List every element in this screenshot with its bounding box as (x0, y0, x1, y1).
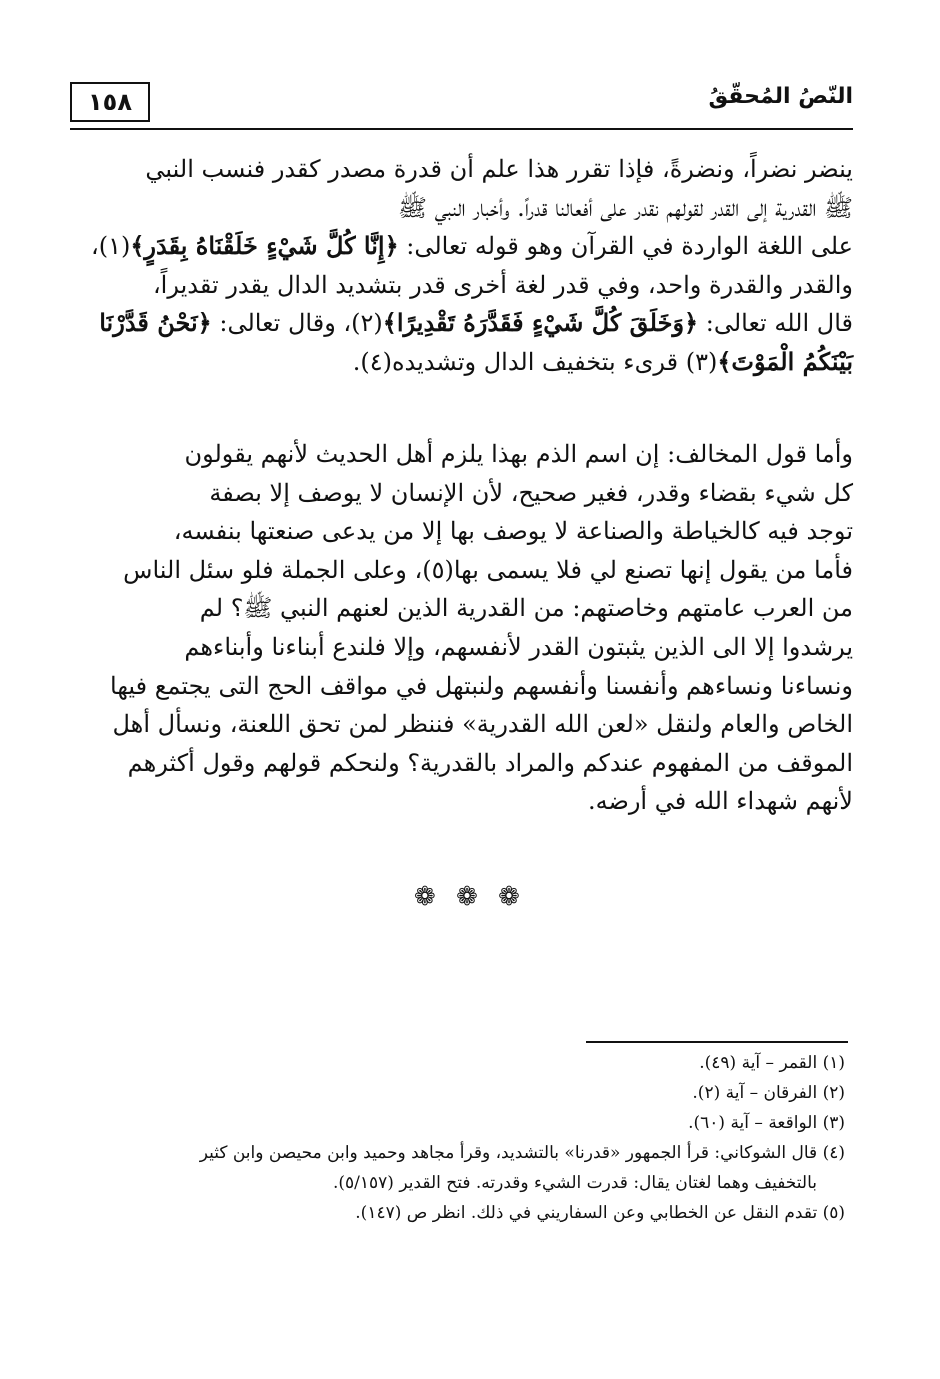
text-line: كل شيء بقضاء وقدر، فغير صحيح، لأن الإنسان لا يوصف إلا بصفة (209, 478, 853, 507)
paragraph-2 (83, 435, 853, 821)
running-title: النّصُ المُحقّقُ (708, 84, 853, 109)
footnote-4: (٤) قال الشوكاني: قرأ الجمهور «قدرنا» بالتشديد، وقرأ مجاهد وحميد وابن محيصن وابن كثير (199, 1143, 845, 1163)
page-header (70, 78, 853, 130)
paragraph-1 (83, 150, 853, 382)
text-span: قال الله تعالى: (698, 309, 853, 338)
text-span: على اللغة الواردة في القرآن وهو قوله تعالى: (398, 232, 853, 261)
text-line (83, 343, 853, 382)
text-line: ينضر نضراً، ونضرةً، فإذا تقرر هذا علم أن قدرة مصدر كقدر فنسب النبي (145, 155, 853, 183)
footnotes (70, 1048, 845, 1228)
text-line: ونساءنا ونساءهم وأنفسنا وأنفسهم ولنبتهل في مواقف الحج التى يجتمع فيها (110, 671, 853, 700)
footnote-1: (١) القمر – آية (٤٩). (699, 1053, 845, 1073)
text-span: (٣) قرىء بتخفيف الدال وتشديده(٤). (352, 347, 718, 376)
quran-verse: ﴿وَخَلَقَ كُلَّ شَيْءٍ فَقَدَّرَهُ تَقْدِيرًا﴾ (382, 308, 699, 338)
text-line (83, 227, 853, 266)
footnote-5: (٥) تقدم النقل عن الخطابي وعن السفاريني في ذلك. انظر ص (١٤٧). (355, 1203, 845, 1223)
text-line: ﷺ القدرية إلى القدر لقولهم نقدر على أفعالنا قدراً. وأخبار النبي ﷺ (397, 193, 853, 222)
footnote-ref: (١)، (90, 232, 131, 261)
text-line: من العرب عامتهم وخاصتهم: من القدرية الذين لعنهم النبي ﷺ؟ لم (199, 594, 853, 623)
footnote-3: (٣) الواقعة – آية (٦٠). (688, 1113, 845, 1133)
text-line: لأنهم شهداء الله في أرضه. (587, 787, 853, 816)
text-span: (٢)، وقال تعالى: (211, 309, 383, 338)
section-separator: ❁ ❁ ❁ (414, 882, 526, 912)
footnote-4-continued: بالتخفيف وهما لغتان يقال: قدرت الشيء وقدرته. فتح القدير (٥/١٥٧). (332, 1173, 817, 1193)
text-line: الخاص والعام ولنقل «لعن الله القدرية» فننظر لمن تحق اللعنة، ونسأل أهل (112, 710, 853, 739)
text-line: والقدر والقدرة واحد، وفي قدر لغة أخرى قدر بتشديد الدال يقدر تقديراً، (152, 270, 853, 299)
text-line (83, 304, 853, 343)
footnote-rule (586, 1041, 848, 1043)
quran-verse: ﴿إِنَّا كُلَّ شَيْءٍ خَلَقْنَاهُ بِقَدَرٍ﴾ (130, 231, 399, 261)
quran-verse: ﴿نَحْنُ قَدَّرْنَا (99, 308, 212, 338)
quran-verse: بَيْنَكُمُ الْمَوْتَ﴾ (717, 346, 853, 376)
header-rule (70, 128, 853, 130)
text-line: يرشدوا إلا الى الذين يثبتون القدر لأنفسهم، وإلا فلندع أبناءنا وأبناءهم (184, 632, 853, 661)
text-line: الموقف من المفهوم عندكم والمراد بالقدرية؟ ولنحكم قولهم وقول أكثرهم (127, 748, 853, 777)
page-number: ١٥٨ (70, 82, 150, 122)
footnote-2: (٢) الفرقان – آية (٢). (692, 1083, 845, 1103)
text-line: وأما قول المخالف: إن اسم الذم بهذا يلزم أهل الحديث لأنهم يقولون (184, 440, 853, 468)
text-line: فأما من يقول إنها تصنع لي فلا يسمى بها(٥)، وعلى الجملة فلو سئل الناس (123, 555, 853, 584)
text-line: توجد فيه كالخياطة والصناعة لا يوصف بها إلا من يدعى صنعتها بنفسه، (173, 517, 853, 546)
